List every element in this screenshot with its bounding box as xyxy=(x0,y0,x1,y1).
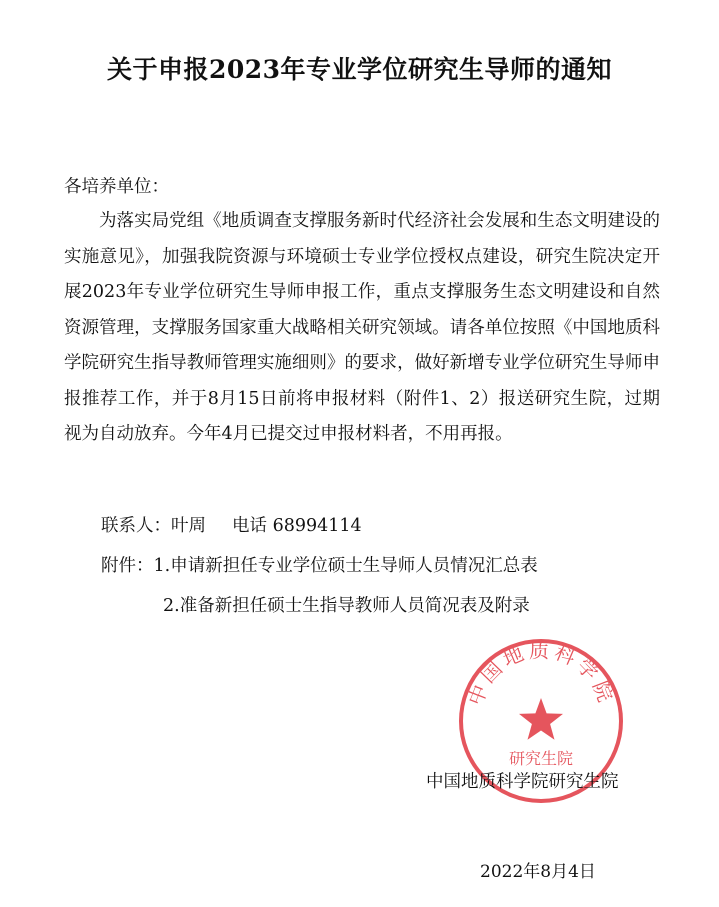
attachments-label: 附件： xyxy=(101,556,154,576)
seal-star-icon xyxy=(519,698,563,740)
seal-inner-text: 研究生院 xyxy=(508,749,574,768)
contact-name: 叶周 xyxy=(171,516,206,536)
contact-label: 联系人： xyxy=(101,516,171,536)
document-title: 关于申报2023年专业学位研究生导师的通知 xyxy=(106,55,613,84)
contact-line xyxy=(101,512,362,537)
attachment-line-2 xyxy=(163,592,530,617)
salutation: 各培养单位： xyxy=(64,177,169,197)
attachment-item: 2.准备新担任硕士生指导教师人员简况表及附录 xyxy=(163,596,530,616)
phone-number: 68994114 xyxy=(272,516,362,536)
phone-label: 电话 xyxy=(232,516,267,536)
body-paragraph: 为落实局党组《地质调查支撑服务新时代经济社会发展和生态文明建设的实施意见》，加强我院资源与环境硕士专业学位授权点建设，研究生院决定开展2023年专业学位研究生导师申报工作，重点支撑服务生态文明建设和自然资源管理，支撑服务国家重大战略相关研究领域。请各单位按照《中国地质科学院研究生指导教师管理实施细则》的要求，做好新增专业学位研究生导师申报推荐工作，并于8月15日前将申报材料（附件1、2）报送研究生院，过期视为自动放弃。今年4月已提交过申报材料者，不用再报。 xyxy=(64,211,660,444)
signature-organization: 中国地质科学院研究生院 xyxy=(426,772,619,792)
seal-ring-text: 中国地质科学院 xyxy=(462,638,620,709)
signature-date: 2022年8月4日 xyxy=(480,862,596,882)
attachment-line-1 xyxy=(101,552,538,577)
attachment-item: 1.申请新担任专业学位硕士生导师人员情况汇总表 xyxy=(153,556,538,576)
